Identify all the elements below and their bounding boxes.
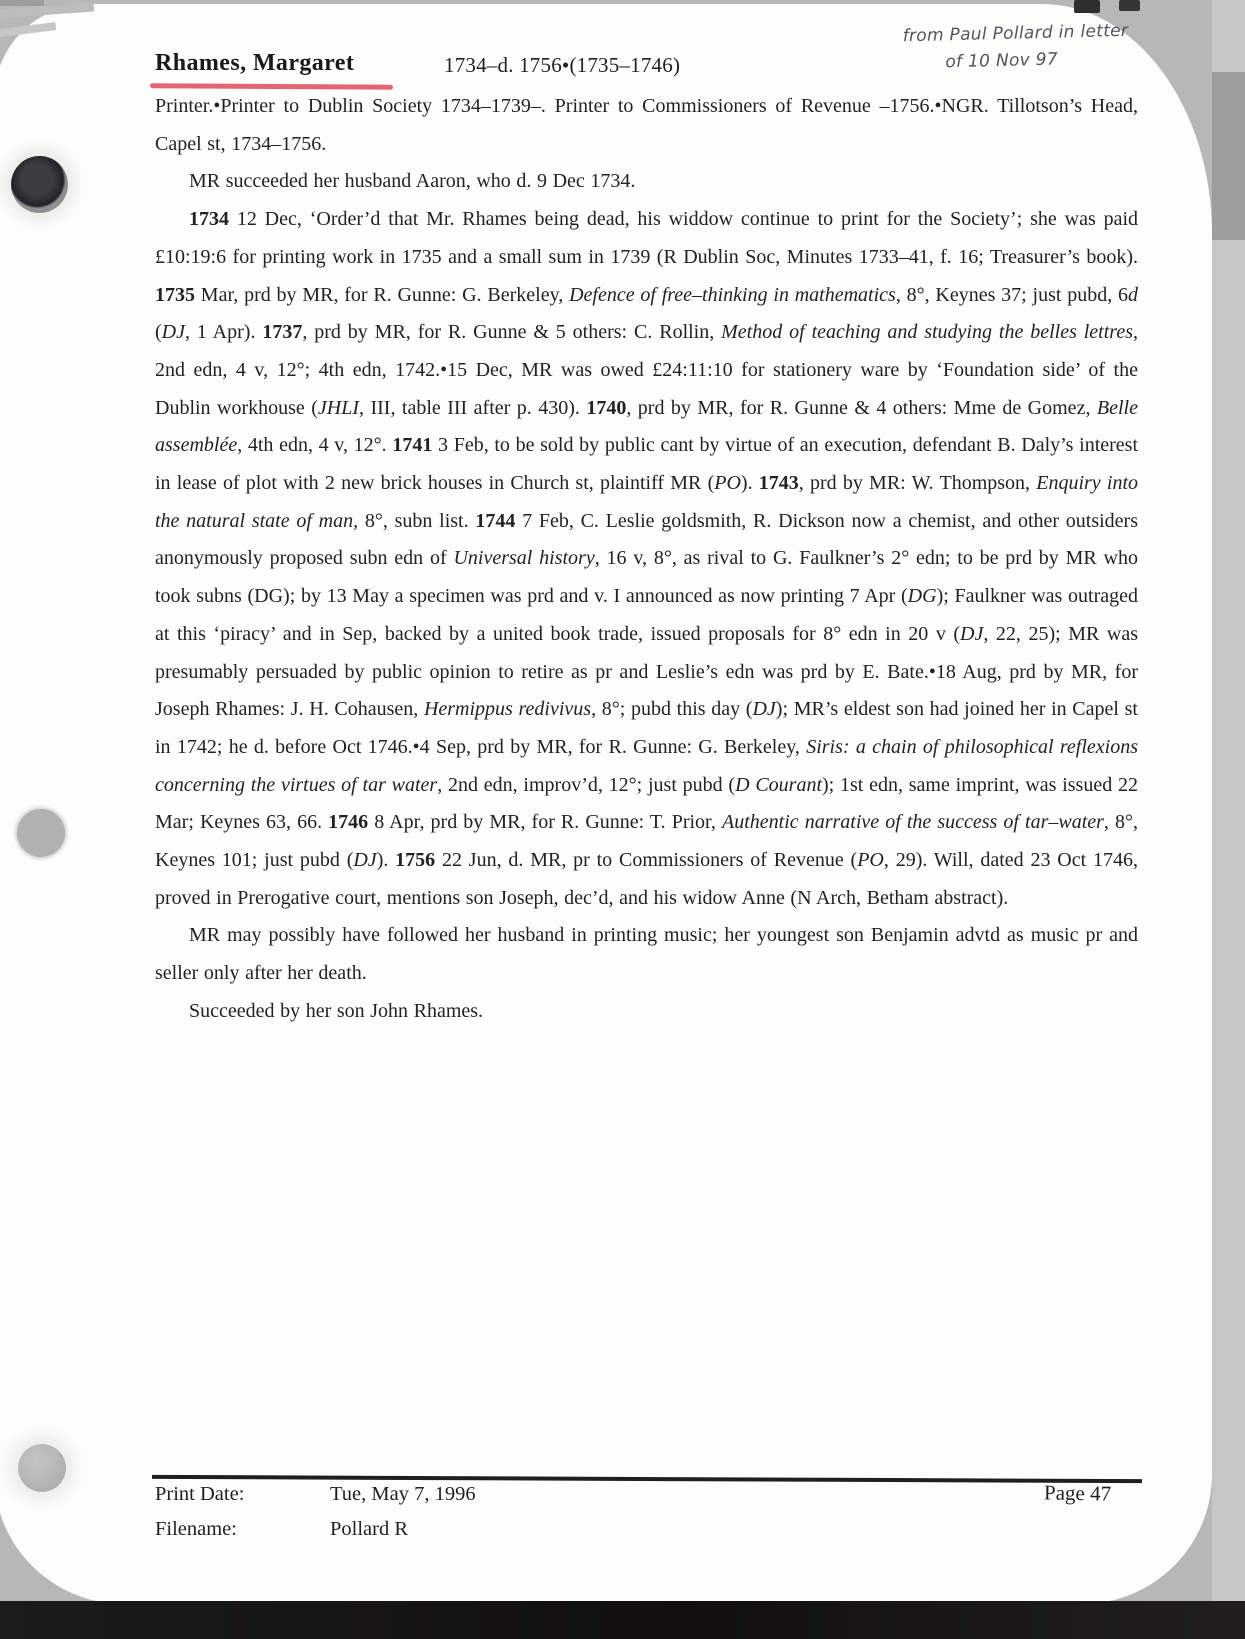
annotation-line-2: of 10 Nov 97 bbox=[945, 49, 1059, 73]
handwritten-annotation bbox=[902, 17, 1173, 78]
entry-dates: 1734–d. 1756•(1735–1746) bbox=[444, 53, 681, 77]
paragraph-music: MR may possibly have followed her husband in printing music; her youngest son Benjamin advtd as music pr and seller only after her death. bbox=[155, 924, 1138, 985]
scan-artifact-mark bbox=[1119, 0, 1140, 11]
page-number: Page 47 bbox=[1043, 1480, 1112, 1506]
paragraph-summary: Printer.•Printer to Dublin Society 1734–1739–. Printer to Commissioners of Revenue –1756.•NGR. Tillotson’s Head, Capel st, 1734–1756. bbox=[155, 95, 1138, 155]
paragraph-succession: MR succeeded her husband Aaron, who d. 9 Dec 1734. bbox=[189, 170, 636, 193]
scan-edge-bottom bbox=[0, 1601, 1245, 1639]
annotation-line-1: from Paul Pollard in letter bbox=[902, 20, 1129, 47]
punch-hole-bottom bbox=[18, 1444, 66, 1492]
scan-edge-right-shadow bbox=[1212, 72, 1245, 240]
punch-hole-middle bbox=[17, 809, 65, 857]
scan-artifact-streak bbox=[0, 0, 44, 6]
paragraph-chronology: 1734 12 Dec, ‘Order’d that Mr. Rhames being dead, his widdow continue to print for the Society’; she was paid £10:19:6 for printing work in 1735 and a small sum in 1739 (R Dublin Soc, Minutes 1733–41, f. 16; Treasurer’s book). 1735 Mar, prd by MR, for R. Gunne: G. Berkeley, Defence of free–thinking in mathematics, 8°, Keynes 37; just pubd, 6d (DJ, 1 Apr). 1737, prd by MR, for R. Gunne & 5 others: C. Rollin, Method of teaching and studying the belles lettres, 2nd edn, 4 v, 12°; 4th edn, 1742.•15 Dec, MR was owed £24:11:10 for stationery ware by ‘Foundation side’ of the Dublin workhouse (JHLI, III, table III after p. 430). 1740, prd by MR, for R. Gunne & 4 others: Mme de Gomez, Belle assemblée, 4th edn, 4 v, 12°. 1741 3 Feb, to be sold by public cant by virtue of an execution, defendant B. Daly’s interest in lease of plot with 2 new brick houses in Church st, plaintiff MR (PO). 1743, prd by MR: W. Thompson, Enquiry into the natural state of man, 8°, subn list. 1744 7 Feb, C. Leslie goldsmith, R. Dickson now a chemist, and other outsiders anonymously proposed subn edn of Universal history, 16 v, 8°, as rival to G. Faulkner’s 2° edn; to be prd by MR who took subns (DG); by 13 May a specimen was prd and v. I announced as now printing 7 Apr (DG); Faulkner was outraged at this ‘piracy’ and in Sep, backed by a united book trade, issued proposals for 8° edn in 20 v (DJ, 22, 25); MR was presumably persuaded by public opinion to retire as pr and Leslie’s edn was prd by E. Bate.•18 Aug, prd by MR, for Joseph Rhames: J. H. Cohausen, Hermippus redivivus, 8°; pubd this day (DJ); MR’s eldest son had joined her in Capel st in 1742; he d. before Oct 1746.•4 Sep, prd by MR, for R. Gunne: G. Berkeley, Siris: a chain of philosophical reflexions concerning the virtues of tar water, 2nd edn, improv’d, 12°; just pubd (D Courant); 1st edn, same imprint, was issued 22 Mar; Keynes 63, 66. 1746 8 Apr, prd by MR, for R. Gunne: T. Prior, Authentic narrative of the success of tar–water, 8°, Keynes 101; just pubd (DJ). 1756 22 Jun, d. MR, pr to Commissioners of Revenue (PO, 29). Will, dated 23 Oct 1746, proved in Prerogative court, mentions son Joseph, dec’d, and his widow Anne (N Arch, Betham abstract). bbox=[155, 208, 1139, 909]
print-date-label: Print Date: bbox=[155, 1483, 245, 1505]
scan-artifact-mark bbox=[1074, 0, 1100, 13]
filename-value: Pollard R bbox=[330, 1518, 409, 1540]
scan-edge-right bbox=[1212, 0, 1245, 1639]
paragraph-succeeded-by: Succeeded by her son John Rhames. bbox=[189, 999, 484, 1022]
print-date-value: Tue, May 7, 1996 bbox=[330, 1483, 476, 1505]
entry-name: Rhames, Margaret bbox=[155, 50, 355, 76]
punch-hole-top bbox=[11, 156, 68, 213]
entry-body bbox=[155, 88, 1138, 1031]
filename-label: Filename: bbox=[155, 1518, 237, 1540]
